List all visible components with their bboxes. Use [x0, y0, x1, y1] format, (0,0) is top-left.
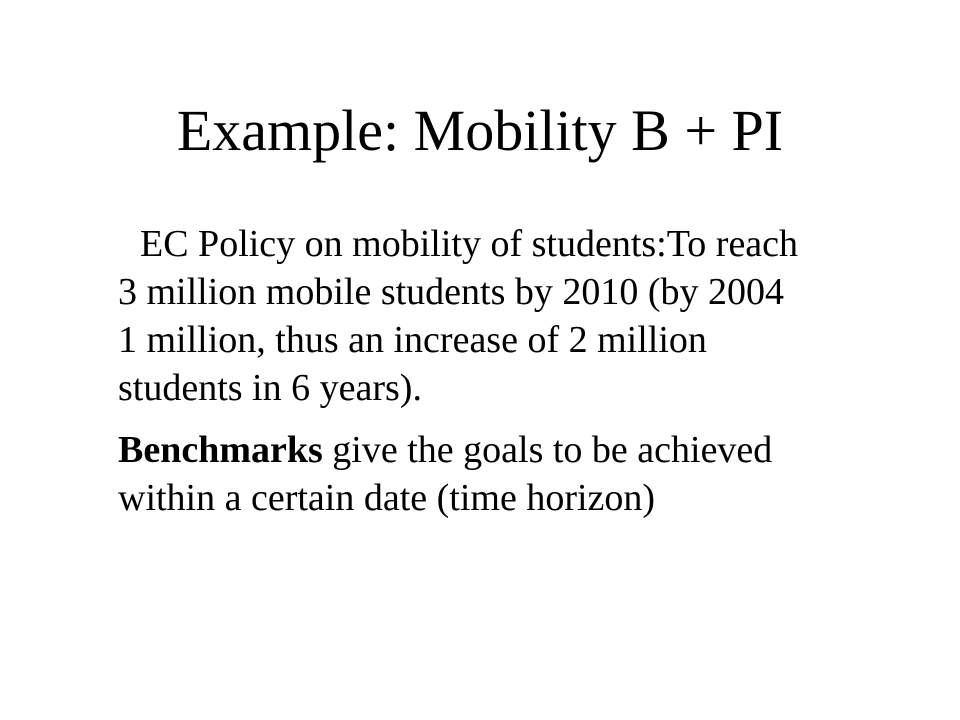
policy-paragraph	[118, 220, 878, 412]
policy-line-2: 3 million mobile students by 2010 (by 2004	[118, 271, 785, 313]
benchmarks-line-1-rest: give the goals to be achieved	[322, 429, 773, 471]
policy-line-3: 1 million, thus an increase of 2 million	[118, 319, 707, 361]
benchmarks-line-2: within a certain date (time horizon)	[118, 477, 656, 519]
benchmarks-line-1	[118, 426, 878, 474]
slide-body	[118, 220, 878, 522]
benchmarks-paragraph	[118, 426, 878, 522]
policy-line-1: EC Policy on mobility of students:To reach	[140, 223, 799, 265]
policy-line-4: students in 6 years).	[118, 367, 422, 409]
benchmarks-term: Benchmarks	[118, 429, 323, 471]
slide-title: Example: Mobility B + PI	[176, 98, 784, 163]
